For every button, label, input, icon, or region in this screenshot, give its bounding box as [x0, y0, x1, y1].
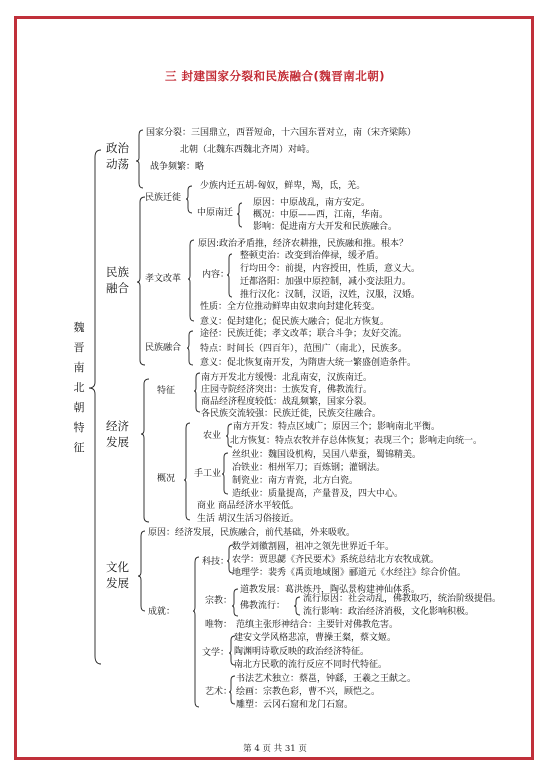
- literature-line-3: 南北方民歌的流行反应不同时代特征。: [234, 660, 388, 670]
- root-char: 魏: [73, 321, 85, 334]
- reform-significance: 意义：促封建化；促民族大融合；促北方恢复。: [200, 317, 390, 327]
- ethnic-label: 民族融合: [106, 265, 129, 295]
- feature-2: 庄园寺院经济突出：士族发育，佛教流行。: [201, 385, 373, 395]
- economy-label: 经济发展: [106, 419, 129, 449]
- politics-line-2: 北朝（北魏东西魏北齐周）对峙。: [180, 145, 316, 155]
- fusion-label: 民族融合: [145, 343, 182, 353]
- materialism-label: 唯物：: [205, 620, 233, 630]
- root-char: 南: [73, 361, 85, 374]
- literature-line-2: 陶渊明诗歌反映的政治经济特征。: [234, 647, 370, 657]
- agriculture-label: 农业: [203, 431, 222, 441]
- page-title: 三 封建国家分裂和民族融合(魏晋南北朝): [164, 69, 385, 83]
- materialism-line: 范缜主张形神结合：主要针对佛教危害。: [236, 620, 399, 630]
- reform-content-label: 内容：: [202, 270, 230, 280]
- reform-label: 孝文改革: [145, 274, 182, 284]
- root-char: 晋: [73, 341, 85, 354]
- migration-label: 民族迁徙: [145, 193, 182, 203]
- reform-nature: 性质：全方位推动鲜卑由奴隶向封建化转变。: [200, 302, 381, 312]
- fusion-line-2: 特点：时间长（四百年），范围广（南北），民族多。: [200, 344, 408, 354]
- root-char: 北: [73, 381, 85, 394]
- literature-line-1: 建安文学风格悲凉，曹操王粲，蔡文姬。: [234, 633, 397, 643]
- religion-label: 宗教：: [205, 596, 233, 606]
- politics-line-3: 战争频繁：略: [150, 162, 205, 172]
- root-char: 征: [73, 441, 85, 454]
- religion-line-1: 道教发展：葛洪炼丹，陶弘景构建神仙体系。: [240, 585, 421, 595]
- south-migration-line-2: 概况：中原——西，江南，华南。: [253, 210, 389, 220]
- page-footer: 第 4 页 共 31 页: [243, 744, 307, 754]
- buddhism-label: 佛教流行：: [240, 601, 286, 611]
- economy-features-label: 特征: [157, 386, 176, 396]
- achievements-label: 成就：: [148, 607, 176, 617]
- science-line-2: 农学：贾思勰《齐民要术》系统总结北方农牧成就。: [232, 555, 440, 565]
- handicraft-label: 手工业: [194, 469, 222, 479]
- politics-line-1: 国家分裂：三国鼎立，西晋短命，十六国东晋对立，南（宋齐梁陈）: [146, 128, 417, 138]
- agriculture-line-2: 北方恢复：特点农牧并存总体恢复；表现三个；影响走向统一。: [230, 436, 483, 446]
- art-line-1: 书法艺术独立：蔡邕，钟繇，王羲之王献之。: [236, 674, 417, 684]
- science-line-3: 地理学：裴秀《禹贡地域图》郦道元《水经注》综合价值。: [232, 568, 467, 578]
- handicraft-line-2: 冶铁业：相州军刀；百炼钢；灌钢法。: [232, 463, 386, 473]
- economy-overview-label: 概况: [157, 474, 176, 484]
- culture-reason: 原因：经济发展，民族融合，前代基础，外来吸收。: [148, 528, 356, 538]
- south-migration-line-1: 原因：中原战乱，南方安定。: [253, 198, 371, 208]
- reform-content-3: 迁都洛阳：加强中原控制，减小变法阻力。: [240, 277, 412, 287]
- south-migration-label: 中原南迁: [197, 208, 234, 218]
- life-line: 生活 胡汉生活习俗接近。: [197, 514, 299, 524]
- culture-label: 文化发展: [106, 560, 129, 590]
- literature-label: 文学：: [202, 648, 230, 658]
- feature-4: 各民族交流较强：民族迁徙，民族交往融合。: [201, 409, 382, 419]
- fusion-line-1: 途径：民族迁徙；孝文改革；联合斗争；友好交流。: [200, 329, 408, 339]
- art-label: 艺术：: [205, 687, 233, 697]
- reform-content-2: 行均田令：前提，内容授田，性质，意义大。: [240, 264, 421, 274]
- commerce-line: 商业 商品经济水平较低。: [197, 501, 299, 511]
- buddhism-line-1: 流行原因：社会动乱，佛教取巧，统治阶级提倡。: [303, 594, 502, 604]
- buddhism-line-2: 流行影响：政治经济消极，文化影响积极。: [303, 607, 475, 617]
- art-line-2: 绘画：宗教色彩，曹不兴，顾恺之。: [236, 687, 381, 697]
- feature-1: 南方开发北方缓慢：北乱南安，汉族南迁。: [201, 373, 373, 383]
- migration-line-1: 少族内迁五胡-匈奴，鲜卑，羯，氐，羌。: [200, 181, 366, 191]
- feature-3: 商品经济程度较低：战乱频繁，国家分裂。: [201, 397, 373, 407]
- agriculture-line-1: 南方开发：特点区域广；原因三个；影响南北平衡。: [233, 422, 441, 432]
- politics-label: 政治动荡: [106, 141, 129, 171]
- south-migration-line-3: 影响：促进南方大开发和民族融合。: [253, 222, 398, 232]
- root-label: [72, 318, 86, 458]
- root-char: 朝: [73, 401, 85, 414]
- root-char: 特: [73, 421, 85, 434]
- science-label: 科技：: [202, 557, 230, 567]
- reform-content-1: 整顿吏治：改变到治俸禄，缓矛盾。: [240, 251, 385, 261]
- fusion-line-3: 意义：促北恢复南开发，为隋唐大统一繁盛创造条件。: [200, 358, 417, 368]
- reform-content-4: 推行汉化：汉制，汉语，汉姓，汉服，汉婚。: [240, 290, 421, 300]
- handicraft-line-4: 造纸业：质量提高，产量普及，四大中心。: [232, 489, 404, 499]
- science-line-1: 数学刘徽割圆，祖冲之领先世界近千年。: [232, 542, 395, 552]
- handicraft-line-1: 丝织业：魏国设机构，吴国八辈蚕，蜀锦精美。: [232, 450, 422, 460]
- handicraft-line-3: 制瓷业：南方青瓷，北方白瓷。: [232, 476, 359, 486]
- art-line-3: 雕塑：云冈石窟和龙门石窟。: [236, 700, 354, 710]
- reform-reason: 原因:政治矛盾推，经济农耕推，民族融和推。根本？: [198, 239, 409, 249]
